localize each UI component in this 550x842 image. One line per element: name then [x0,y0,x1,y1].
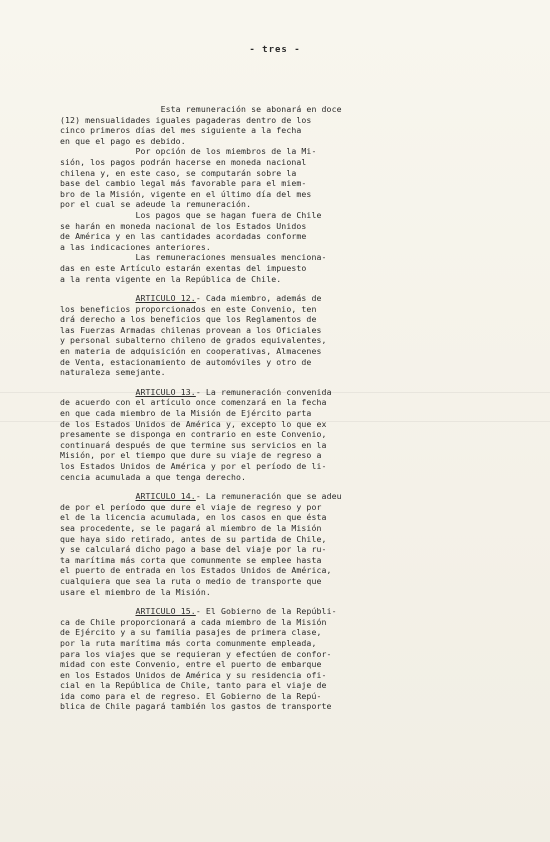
article-paragraph [60,491,502,597]
text-line: Misión, por el tiempo que dure su viaje de regreso a [60,450,322,461]
text-line: usare el miembro de la Misión. [60,586,211,597]
text-line: los beneficios proporcionados en este Convenio, ten [60,303,317,314]
text-line: presamente se disponga en contrario en este Convenio, [60,429,327,440]
text-line: midad con este Convenio, entre el puerto de embarque [60,659,322,670]
text-line: de acuerdo con el artículo once comenzará en la fecha [60,397,327,408]
text-line: el de la licencia acumulada, en los casos en que ésta [60,512,327,523]
text-line: ARTICULO 12.- Cada miembro, además de [135,293,322,304]
text-line: a la renta vigente en la República de Chile. [60,273,282,284]
text-line: de América y en las cantidades acordadas conforme [60,231,307,242]
text-line: cualquiera que sea la ruta o medio de transporte que [60,575,322,586]
text-line: el puerto de entrada en los Estados Unidos de América, [60,565,332,576]
text-line: sea procedente, se le pagará al miembro de la Misión [60,522,322,533]
article-heading: ARTICULO 12. [135,293,196,304]
article-paragraph [60,293,502,378]
text-line: (12) mensualidades iguales pagaderas dentro de los [60,114,312,125]
text-line: chilena y, en este caso, se computarán sobre la [60,167,297,178]
article-heading: ARTICULO 13. [135,386,196,397]
text-line: en los Estados Unidos de América y su residencia ofi- [60,669,327,680]
text-line: ida como para el de regreso. El Gobierno de la Repú- [60,690,322,701]
text-line: los Estados Unidos de América y por el período de li- [60,461,327,471]
text-line: que haya sido retirado, antes de su partida de Chile, [60,533,327,544]
text-line: cial en la República de Chile, tanto para el viaje de [60,680,327,691]
text-line: naturaleza semejante. [60,367,166,378]
paragraph [60,104,502,284]
text-line: ARTICULO 15.- El Gobierno de la Repúbli- [135,606,337,617]
text-line: en que cada miembro de la Misión de Ejército parta [60,408,312,419]
text-line: por el cual se adeude la remuneración. [60,199,252,210]
text-line: cencia acumulada a que tenga derecho. [60,471,247,482]
text-line: de Venta, estacionamiento de automóviles y otro de [60,356,312,367]
article-paragraph [60,606,502,712]
text-line: ARTICULO 14.- La remuneración que se adeu [135,491,342,502]
text-line: ta marítima más corta que comunmente se emplee hasta [60,554,322,565]
text-line: Esta remuneración se abonará en doce [60,104,342,114]
text-line: Por opción de los miembros de la Mi- [60,146,317,157]
text-line: en que el pago es debido. [60,135,186,146]
text-line: de Ejército y a su familia pasajes de primera clase, [60,627,322,638]
text-line: para los viajes que se requieran y efectúen de confor- [60,648,332,659]
text-line: las Fuerzas Armadas chilenas provean a los Oficiales [60,324,322,335]
article-heading: ARTICULO 14. [135,491,196,502]
text-line: por la ruta marítima más corta comunmente empleada, [60,637,317,648]
text-line: en materia de adquisición en cooperativas, Almacenes [60,346,322,357]
text-line: drá derecho a los beneficios que los Reglamentos de [60,314,317,325]
text-line: continuará después de que termine sus servicios en la [60,439,327,450]
document-body [60,104,502,721]
text-line: se harán en moneda nacional de los Estados Unidos [60,220,307,231]
text-line: cinco primeros días del mes siguiente a la fecha [60,125,302,136]
text-line: de por el período que dure el viaje de regreso y por [60,501,322,512]
text-line: ca de Chile proporcionará a cada miembro de la Misión [60,616,327,627]
page-number: - tres - [249,45,301,55]
text-line: a las indicaciones anteriores. [60,241,211,252]
text-line: de los Estados Unidos de América y, excepto lo que ex [60,418,327,429]
text-line: bro de la Misión, vigente en el último día del mes [60,188,312,199]
article-paragraph [60,387,502,482]
text-line: blica de Chile pagará también los gastos de transporte [60,701,332,712]
text-line: y se calculará dicho pago a base del viaje por la ru- [60,544,327,555]
text-line: base del cambio legal más favorable para el miem- [60,178,307,189]
text-line: Los pagos que se hagan fuera de Chile [60,209,322,220]
text-line: ARTICULO 13.- La remuneración convenida [135,386,332,397]
text-line: sión, los pagos podrán hacerse en moneda nacional [60,156,307,167]
text-line: Las remuneraciones mensuales menciona- [60,252,327,263]
text-line: das en este Artículo estarán exentas del impuesto [60,262,307,273]
article-heading: ARTICULO 15. [135,606,196,617]
text-line: y personal subalterno chileno de grados equivalentes, [60,335,327,346]
